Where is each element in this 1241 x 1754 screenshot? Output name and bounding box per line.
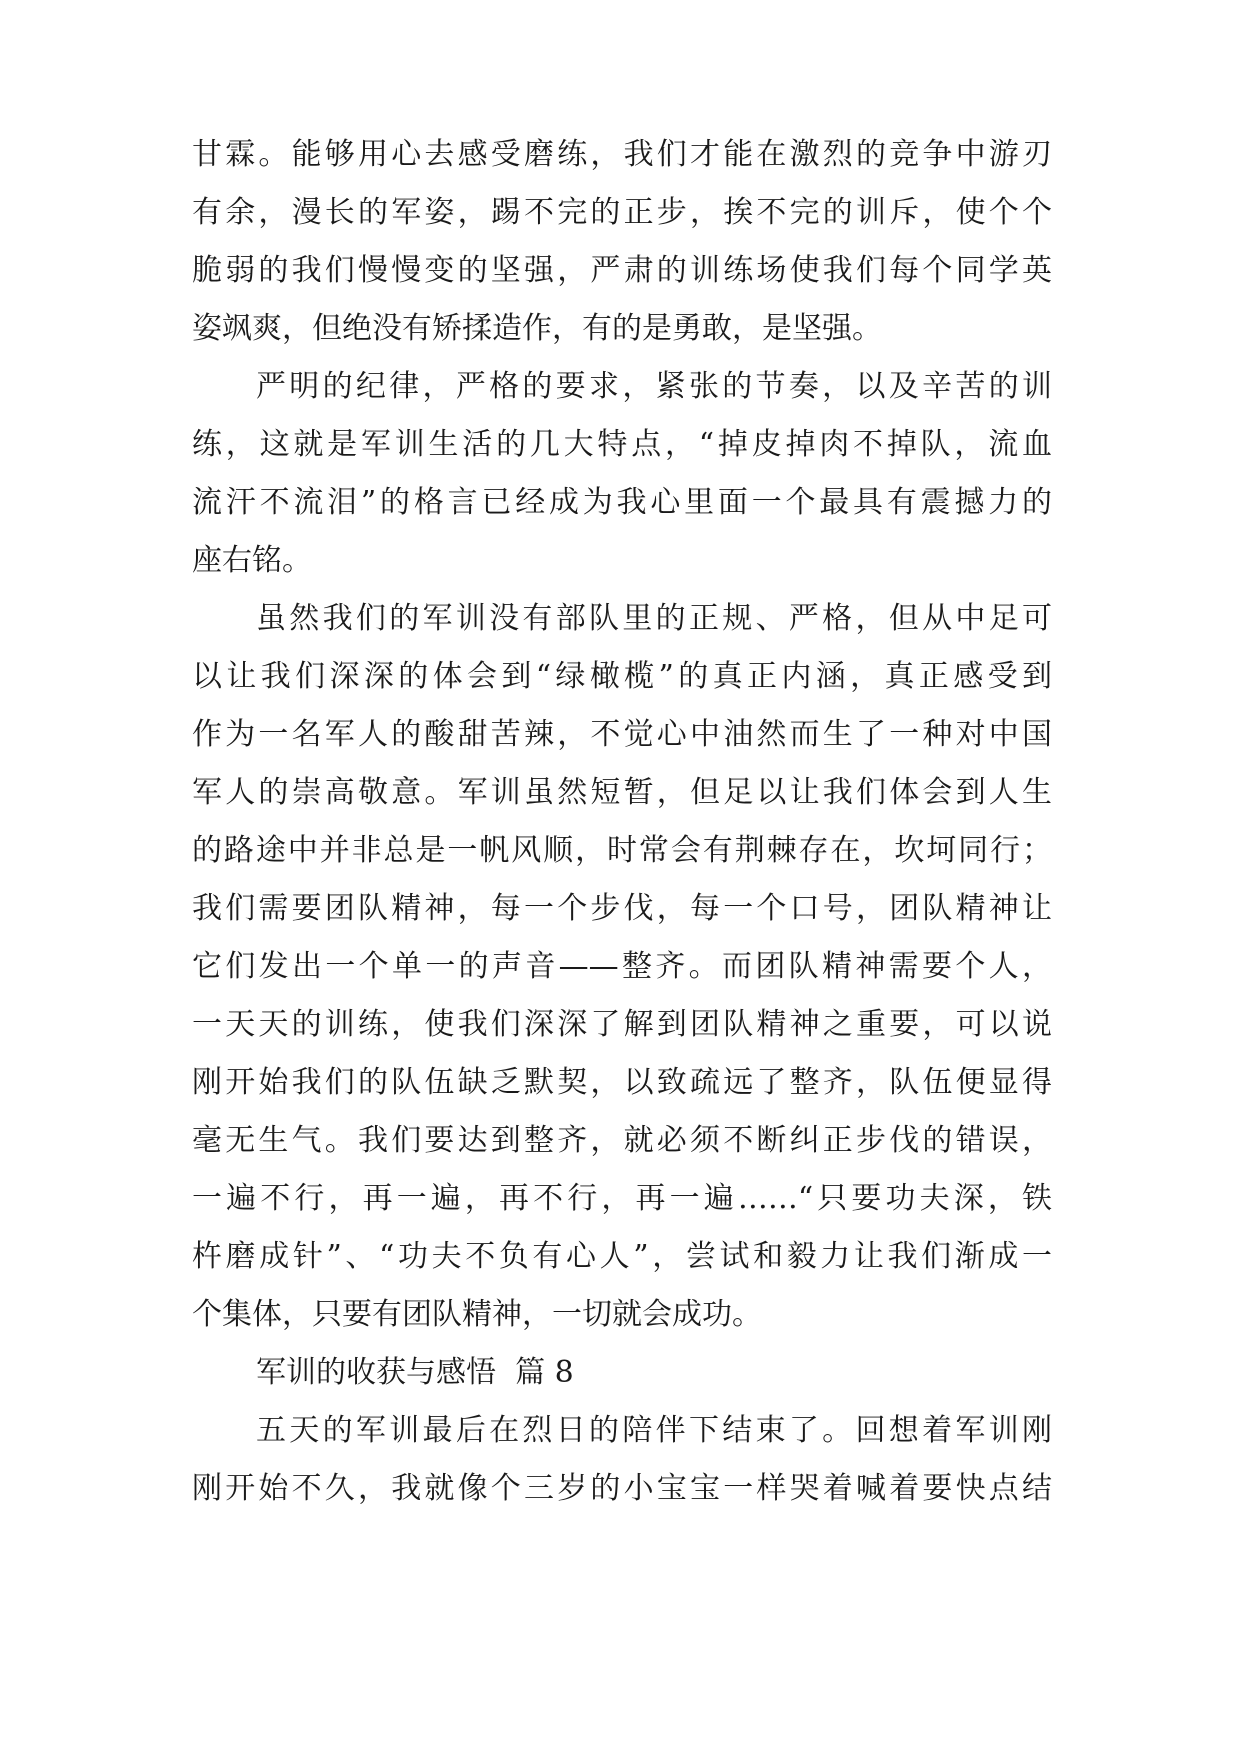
text-line: 五天的军训最后在烈日的陪伴下结束了。回想着军训刚 xyxy=(256,1413,1052,1448)
text-line: 脆弱的我们慢慢变的坚强，严肃的训练场使我们每个同学英 xyxy=(192,253,1052,288)
text-line: 一遍不行，再一遍，再不行，再一遍……“只要功夫深，铁 xyxy=(192,1181,1052,1216)
text-line: 座右铭。 xyxy=(192,543,312,578)
paragraph xyxy=(192,1402,1052,1518)
text-line: 我们需要团队精神，每一个步伐，每一个口号，团队精神让 xyxy=(192,891,1052,926)
text-line: 姿飒爽，但绝没有矫揉造作，有的是勇敢，是坚强。 xyxy=(192,311,882,346)
paragraph xyxy=(192,358,1052,590)
text-line: 个集体，只要有团队精神，一切就会成功。 xyxy=(192,1297,762,1332)
section-heading: 军训的收获与感悟 篇 8 xyxy=(256,1355,574,1390)
text-line: 军人的崇高敬意。军训虽然短暂，但足以让我们体会到人生 xyxy=(192,775,1052,810)
text-line: 作为一名军人的酸甜苦辣，不觉心中油然而生了一种对中国 xyxy=(192,717,1052,752)
text-line: 虽然我们的军训没有部队里的正规、严格，但从中足可 xyxy=(256,601,1052,636)
text-line: 有余，漫长的军姿，踢不完的正步，挨不完的训斥，使个个 xyxy=(192,195,1052,230)
text-line: 它们发出一个单一的声音——整齐。而团队精神需要个人， xyxy=(192,949,1052,984)
text-line: 毫无生气。我们要达到整齐，就必须不断纠正步伐的错误， xyxy=(192,1123,1052,1158)
text-line: 以让我们深深的体会到“绿橄榄”的真正内涵，真正感受到 xyxy=(192,659,1052,694)
text-line: 刚开始不久，我就像个三岁的小宝宝一样哭着喊着要快点结 xyxy=(192,1471,1052,1506)
document-body xyxy=(192,126,1052,1518)
text-line: 刚开始我们的队伍缺乏默契，以致疏远了整齐，队伍便显得 xyxy=(192,1065,1052,1100)
text-line: 流汗不流泪”的格言已经成为我心里面一个最具有震撼力的 xyxy=(192,485,1052,520)
text-line: 练，这就是军训生活的几大特点，“掉皮掉肉不掉队，流血 xyxy=(192,427,1052,462)
text-line: 甘霖。能够用心去感受磨练，我们才能在激烈的竞争中游刃 xyxy=(192,137,1052,172)
paragraph xyxy=(192,590,1052,1344)
text-line: 的路途中并非总是一帆风顺，时常会有荆棘存在，坎坷同行； xyxy=(192,833,1052,868)
text-line: 严明的纪律，严格的要求，紧张的节奏，以及辛苦的训 xyxy=(256,369,1052,404)
paragraph xyxy=(192,126,1052,358)
text-line: 杵磨成针”、“功夫不负有心人”，尝试和毅力让我们渐成一 xyxy=(192,1239,1052,1274)
text-line: 一天天的训练，使我们深深了解到团队精神之重要，可以说 xyxy=(192,1007,1052,1042)
